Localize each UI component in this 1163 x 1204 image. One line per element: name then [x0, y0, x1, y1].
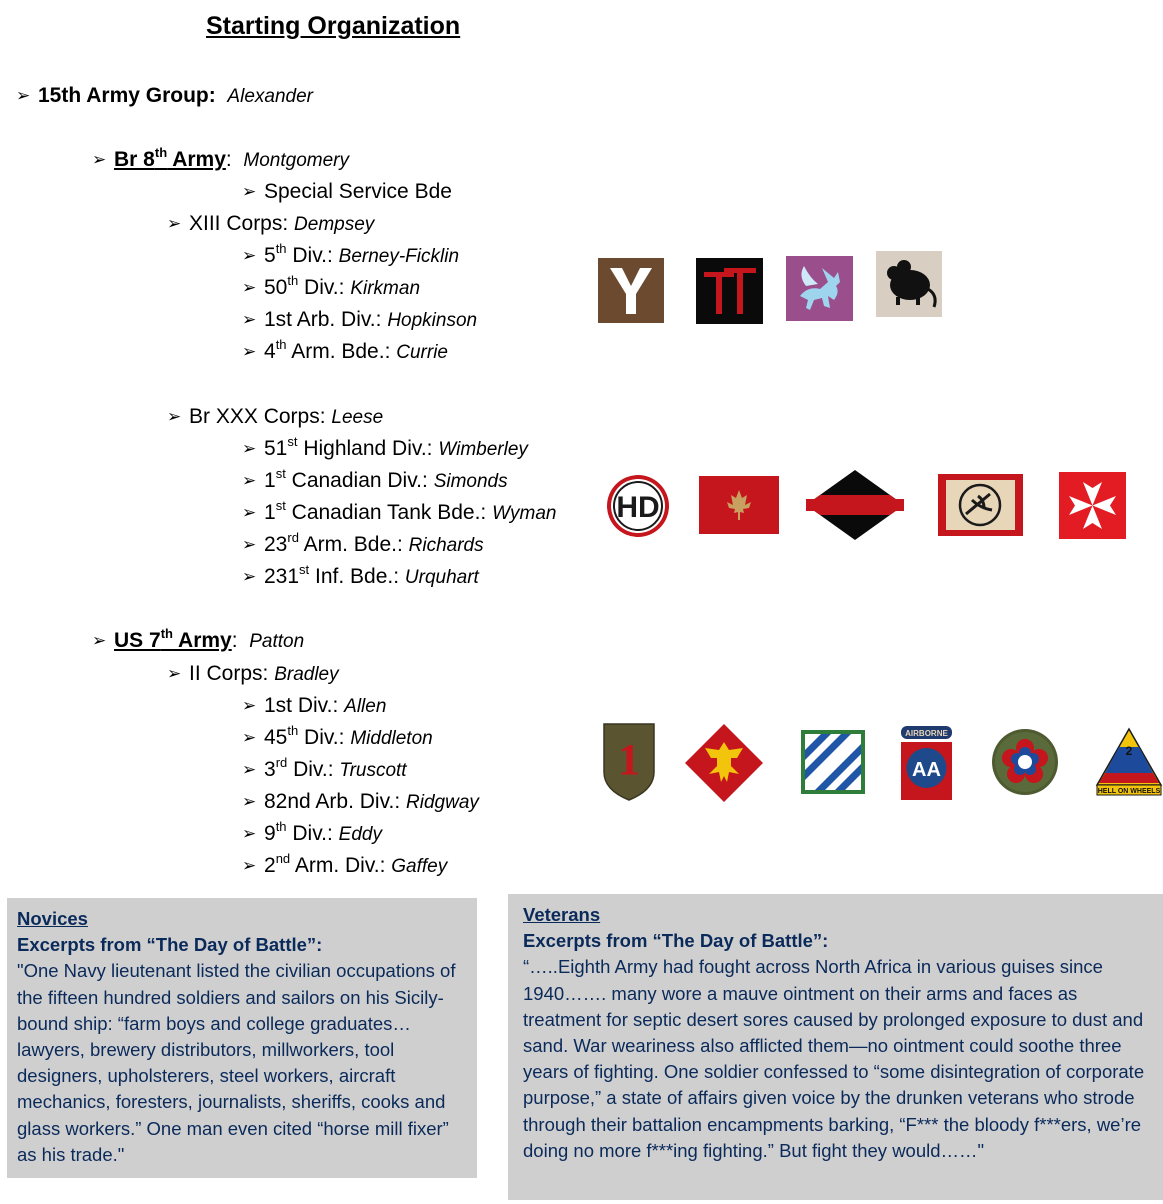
desert-rat-patch-icon — [876, 251, 942, 317]
canadian-tank-brigade-patch-icon — [806, 470, 904, 540]
unit-line: ➢ 50th Div.: Kirkman — [242, 273, 421, 299]
unit-commander: Kirkman — [350, 278, 421, 299]
arrow-bullet-icon: ➢ — [242, 471, 257, 490]
unit-line: ➢ 4th Arm. Bde.: Currie — [242, 337, 448, 363]
arrow-bullet-icon: ➢ — [242, 824, 257, 843]
big-red-one-patch-icon — [602, 722, 656, 802]
arrow-bullet-icon: ➢ — [167, 664, 182, 683]
army-group-label: 15th Army Group: — [38, 84, 216, 107]
armoured-brigade-patch-icon — [938, 474, 1023, 536]
us7-commander: Patton — [249, 631, 305, 652]
unit-commander: Simonds — [433, 471, 508, 492]
unit-line: ➢ 3rd Div.: Truscott — [242, 755, 407, 781]
hd-patch-text: HD — [616, 491, 660, 524]
veterans-subheading: Excerpts from “The Day of Battle”: — [523, 930, 829, 952]
unit-commander: Eddy — [338, 824, 382, 845]
unit-commander: Allen — [344, 696, 387, 717]
unit-commander: Richards — [408, 535, 484, 556]
unit-line: ➢ 1st Canadian Tank Bde.: Wyman — [242, 498, 557, 524]
us7-army-label: US 7th Army — [114, 626, 232, 652]
special-service-label: Special Service Bde — [264, 180, 452, 203]
arrow-bullet-icon: ➢ — [242, 182, 257, 201]
novices-text: "One Navy lieutenant listed the civilian occupations of the fifteen hundred soldiers and sailors on his Sicily-bound ship: “farm boys and college graduates… lawyers, brewery distributors, millworkers, tool designers, upholsterers, steel workers, aircraft mechanics, foresters, journalists, sheriffs, cooks and glass workers.” One man even cited “horse mill fixer” as his trade." — [17, 960, 456, 1165]
page-title: Starting Organization — [206, 12, 461, 40]
arrow-bullet-icon: ➢ — [242, 439, 257, 458]
unit-line: ➢ 1st Arb. Div.: Hopkinson — [242, 308, 478, 331]
one-patch-text: 1 — [618, 735, 640, 784]
unit-line: ➢ 2nd Arm. Div.: Gaffey — [242, 851, 448, 877]
unit-line: ➢ 1st Canadian Div.: Simonds — [242, 466, 508, 492]
unit-commander: Hopkinson — [387, 310, 478, 331]
br8-commander: Montgomery — [243, 150, 350, 171]
unit-line: ➢ 45th Div.: Middleton — [242, 723, 433, 749]
airborne-82nd-patch-icon — [900, 724, 953, 802]
unit-line: ➢ 23rd Arm. Bde.: Richards — [242, 530, 484, 556]
arrow-bullet-icon: ➢ — [16, 86, 31, 105]
unit-commander: Wyman — [492, 503, 557, 524]
veterans-box — [508, 894, 1163, 1200]
arrow-bullet-icon: ➢ — [92, 150, 107, 169]
pegasus-airborne-patch-icon — [786, 256, 853, 321]
y-division-patch-icon — [598, 258, 664, 323]
arrow-bullet-icon: ➢ — [242, 696, 257, 715]
xxx-corps-commander: Leese — [331, 407, 384, 428]
arrow-bullet-icon: ➢ — [242, 856, 257, 875]
ii-corps-label: II Corps: — [189, 662, 269, 685]
unit-commander: Urquhart — [404, 567, 479, 588]
unit-line: ➢ 1st Div.: Allen — [242, 694, 387, 717]
arrow-bullet-icon: ➢ — [242, 760, 257, 779]
maple-leaf-patch-icon — [699, 476, 779, 534]
third-division-patch-icon — [801, 730, 865, 794]
arrow-bullet-icon: ➢ — [242, 503, 257, 522]
unit-commander: Wimberley — [438, 439, 528, 460]
special-service-line — [242, 179, 452, 205]
arrow-bullet-icon: ➢ — [242, 246, 257, 265]
xiii-corps-label: XIII Corps: — [189, 212, 289, 235]
arrow-bullet-icon: ➢ — [242, 535, 257, 554]
unit-line: ➢ 231st Inf. Bde.: Urquhart — [242, 562, 479, 588]
hell-patch-text: HELL ON WHEELS — [1097, 788, 1161, 795]
veterans-heading: Veterans — [523, 904, 601, 925]
arrow-bullet-icon: ➢ — [242, 342, 257, 361]
br8-army-line: ➢ Br 8th Army: Montgomery — [92, 145, 350, 171]
unit-commander: Middleton — [350, 728, 433, 749]
hell-on-wheels-patch-icon — [1095, 727, 1163, 797]
unit-commander: Berney-Ficklin — [338, 246, 460, 267]
unit-line: ➢ 9th Div.: Eddy — [242, 819, 382, 845]
novices-heading: Novices — [17, 908, 88, 929]
tt-division-patch-icon — [696, 258, 763, 324]
ii-corps-line — [167, 661, 339, 688]
arrow-bullet-icon: ➢ — [167, 407, 182, 426]
xiii-corps-commander: Dempsey — [294, 214, 375, 235]
novices-subheading: Excerpts from “The Day of Battle”: — [17, 934, 323, 956]
thunderbird-patch-icon — [683, 722, 765, 804]
arrow-bullet-icon: ➢ — [242, 567, 257, 586]
unit-commander: Gaffey — [391, 856, 448, 877]
veterans-text: “…..Eighth Army had fought across North Africa in various guises since 1940……. many wore a mauve ointment on their arms and faces as treatment for septic desert sores caused by prolonged exposure to dust and sand. War weariness also afflicted them—no ointment could soothe three years of fighting. One soldier confessed to “some disintegration of corporate purpose,” a state of affairs given voice by the drunken veterans who strode through their battalion encampments barking, “F*** the bloody f***ers, we’re doing no more f***ing fighting.” But fight they would……" — [523, 956, 1145, 1161]
unit-line: ➢ 5th Div.: Berney-Ficklin — [242, 241, 460, 267]
unit-commander: Truscott — [339, 760, 407, 781]
br8-army-label: Br 8th Army — [114, 145, 226, 171]
arrow-bullet-icon: ➢ — [167, 214, 182, 233]
unit-commander: Ridgway — [406, 792, 479, 813]
army-group-line — [16, 83, 313, 110]
ninth-division-patch-icon — [991, 728, 1059, 796]
two-patch-text: 2 — [1125, 744, 1133, 758]
arrow-bullet-icon: ➢ — [242, 728, 257, 747]
maltese-cross-patch-icon — [1059, 472, 1126, 539]
us7-army-line: ➢ US 7th Army: Patton — [92, 626, 305, 652]
arrow-bullet-icon: ➢ — [242, 792, 257, 811]
unit-line: ➢ 82nd Arb. Div.: Ridgway — [242, 790, 479, 813]
highland-division-patch-icon — [605, 473, 671, 539]
arrow-bullet-icon: ➢ — [242, 278, 257, 297]
ii-corps-commander: Bradley — [274, 664, 339, 685]
arrow-bullet-icon: ➢ — [92, 631, 107, 650]
airborne-tab-text: AIRBORNE — [905, 729, 948, 738]
xxx-corps-label: Br XXX Corps: — [189, 405, 326, 428]
unit-line: ➢ 51st Highland Div.: Wimberley — [242, 434, 528, 460]
xiii-corps-line — [167, 211, 374, 238]
xxx-corps-line — [167, 404, 383, 431]
arrow-bullet-icon: ➢ — [242, 310, 257, 329]
army-group-commander: Alexander — [227, 86, 313, 107]
unit-commander: Currie — [396, 342, 448, 363]
novices-box — [7, 898, 477, 1178]
aa-patch-text: AA — [912, 759, 941, 781]
